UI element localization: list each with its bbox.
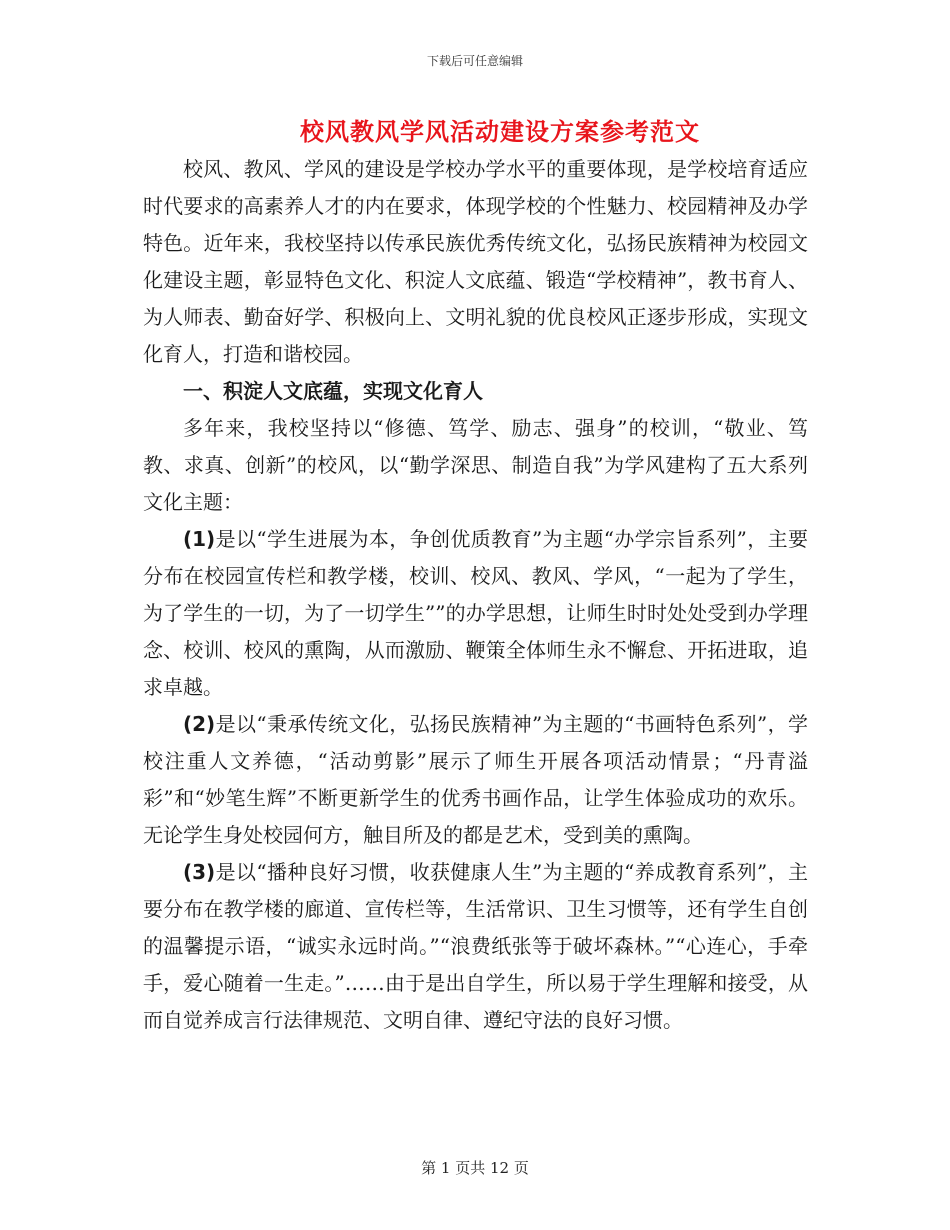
item-text: 是以“播种良好习惯，收获健康人生”为主题的“养成教育系列”，主要分布在教学楼的廊道、宣传栏等，生活常识、卫生习惯等，还有学生自创的温馨提示语，“诚实永远时尚。”“浪费纸张等于破坏森林。”“心连心，手牵手，爱心随着一生走。”……由于是出自学生，所以易于学生理解和接受，从而自觉养成言行法律规范、文明自律、遵纪守法的良好习惯。	[143, 860, 808, 1032]
page-header: 下载后可任意编辑	[426, 54, 523, 68]
item-number: (3)	[183, 860, 216, 884]
document-body	[143, 151, 808, 1039]
document-title: 校风教风学风活动建设方案参考范文	[300, 117, 700, 146]
page-number: 第 1 页共 12 页	[421, 1159, 529, 1177]
list-item	[143, 521, 808, 706]
item-text: 是以“秉承传统文化，弘扬民族精神”为主题的“书画特色系列”，学校注重人文养德，“活动剪影”展示了师生开展各项活动情景；“丹青溢彩”和“妙笔生辉”不断更新学生的优秀书画作品，让学生体验成功的欢乐。无论学生身处校园何方，触目所及的都是艺术，受到美的熏陶。	[143, 712, 808, 847]
item-number: (1)	[183, 527, 216, 551]
section-heading: 一、积淀人文底蕴，实现文化育人	[183, 379, 483, 403]
section-intro-paragraph: 多年来，我校坚持以“修德、笃学、励志、强身”的校训，“敬业、笃教、求真、创新”的校风，以“勤学深思、制造自我”为学风建构了五大系列文化主题：	[143, 416, 808, 514]
intro-paragraph: 校风、教风、学风的建设是学校办学水平的重要体现，是学校培育适应时代要求的高素养人才的内在要求，体现学校的个性魅力、校园精神及办学特色。近年来，我校坚持以传承民族优秀传统文化，弘扬民族精神为校园文化建设主题，彰显特色文化、积淀人文底蕴、锻造“学校精神”，教书育人、为人师表、勤奋好学、积极向上、文明礼貌的优良校风正逐步形成，实现文化育人，打造和谐校园。	[143, 157, 808, 366]
list-item	[143, 706, 808, 854]
item-number: (2)	[183, 712, 216, 736]
item-text: 是以“学生进展为本，争创优质教育”为主题“办学宗旨系列”，主要分布在校园宣传栏和教学楼，校训、校风、教风、学风，“一起为了学生，为了学生的一切，为了一切学生””的办学思想，让师生时时处处受到办学理念、校训、校风的熏陶，从而激励、鞭策全体师生永不懈怠、开拓进取，追求卓越。	[143, 527, 808, 699]
list-item	[143, 854, 808, 1039]
